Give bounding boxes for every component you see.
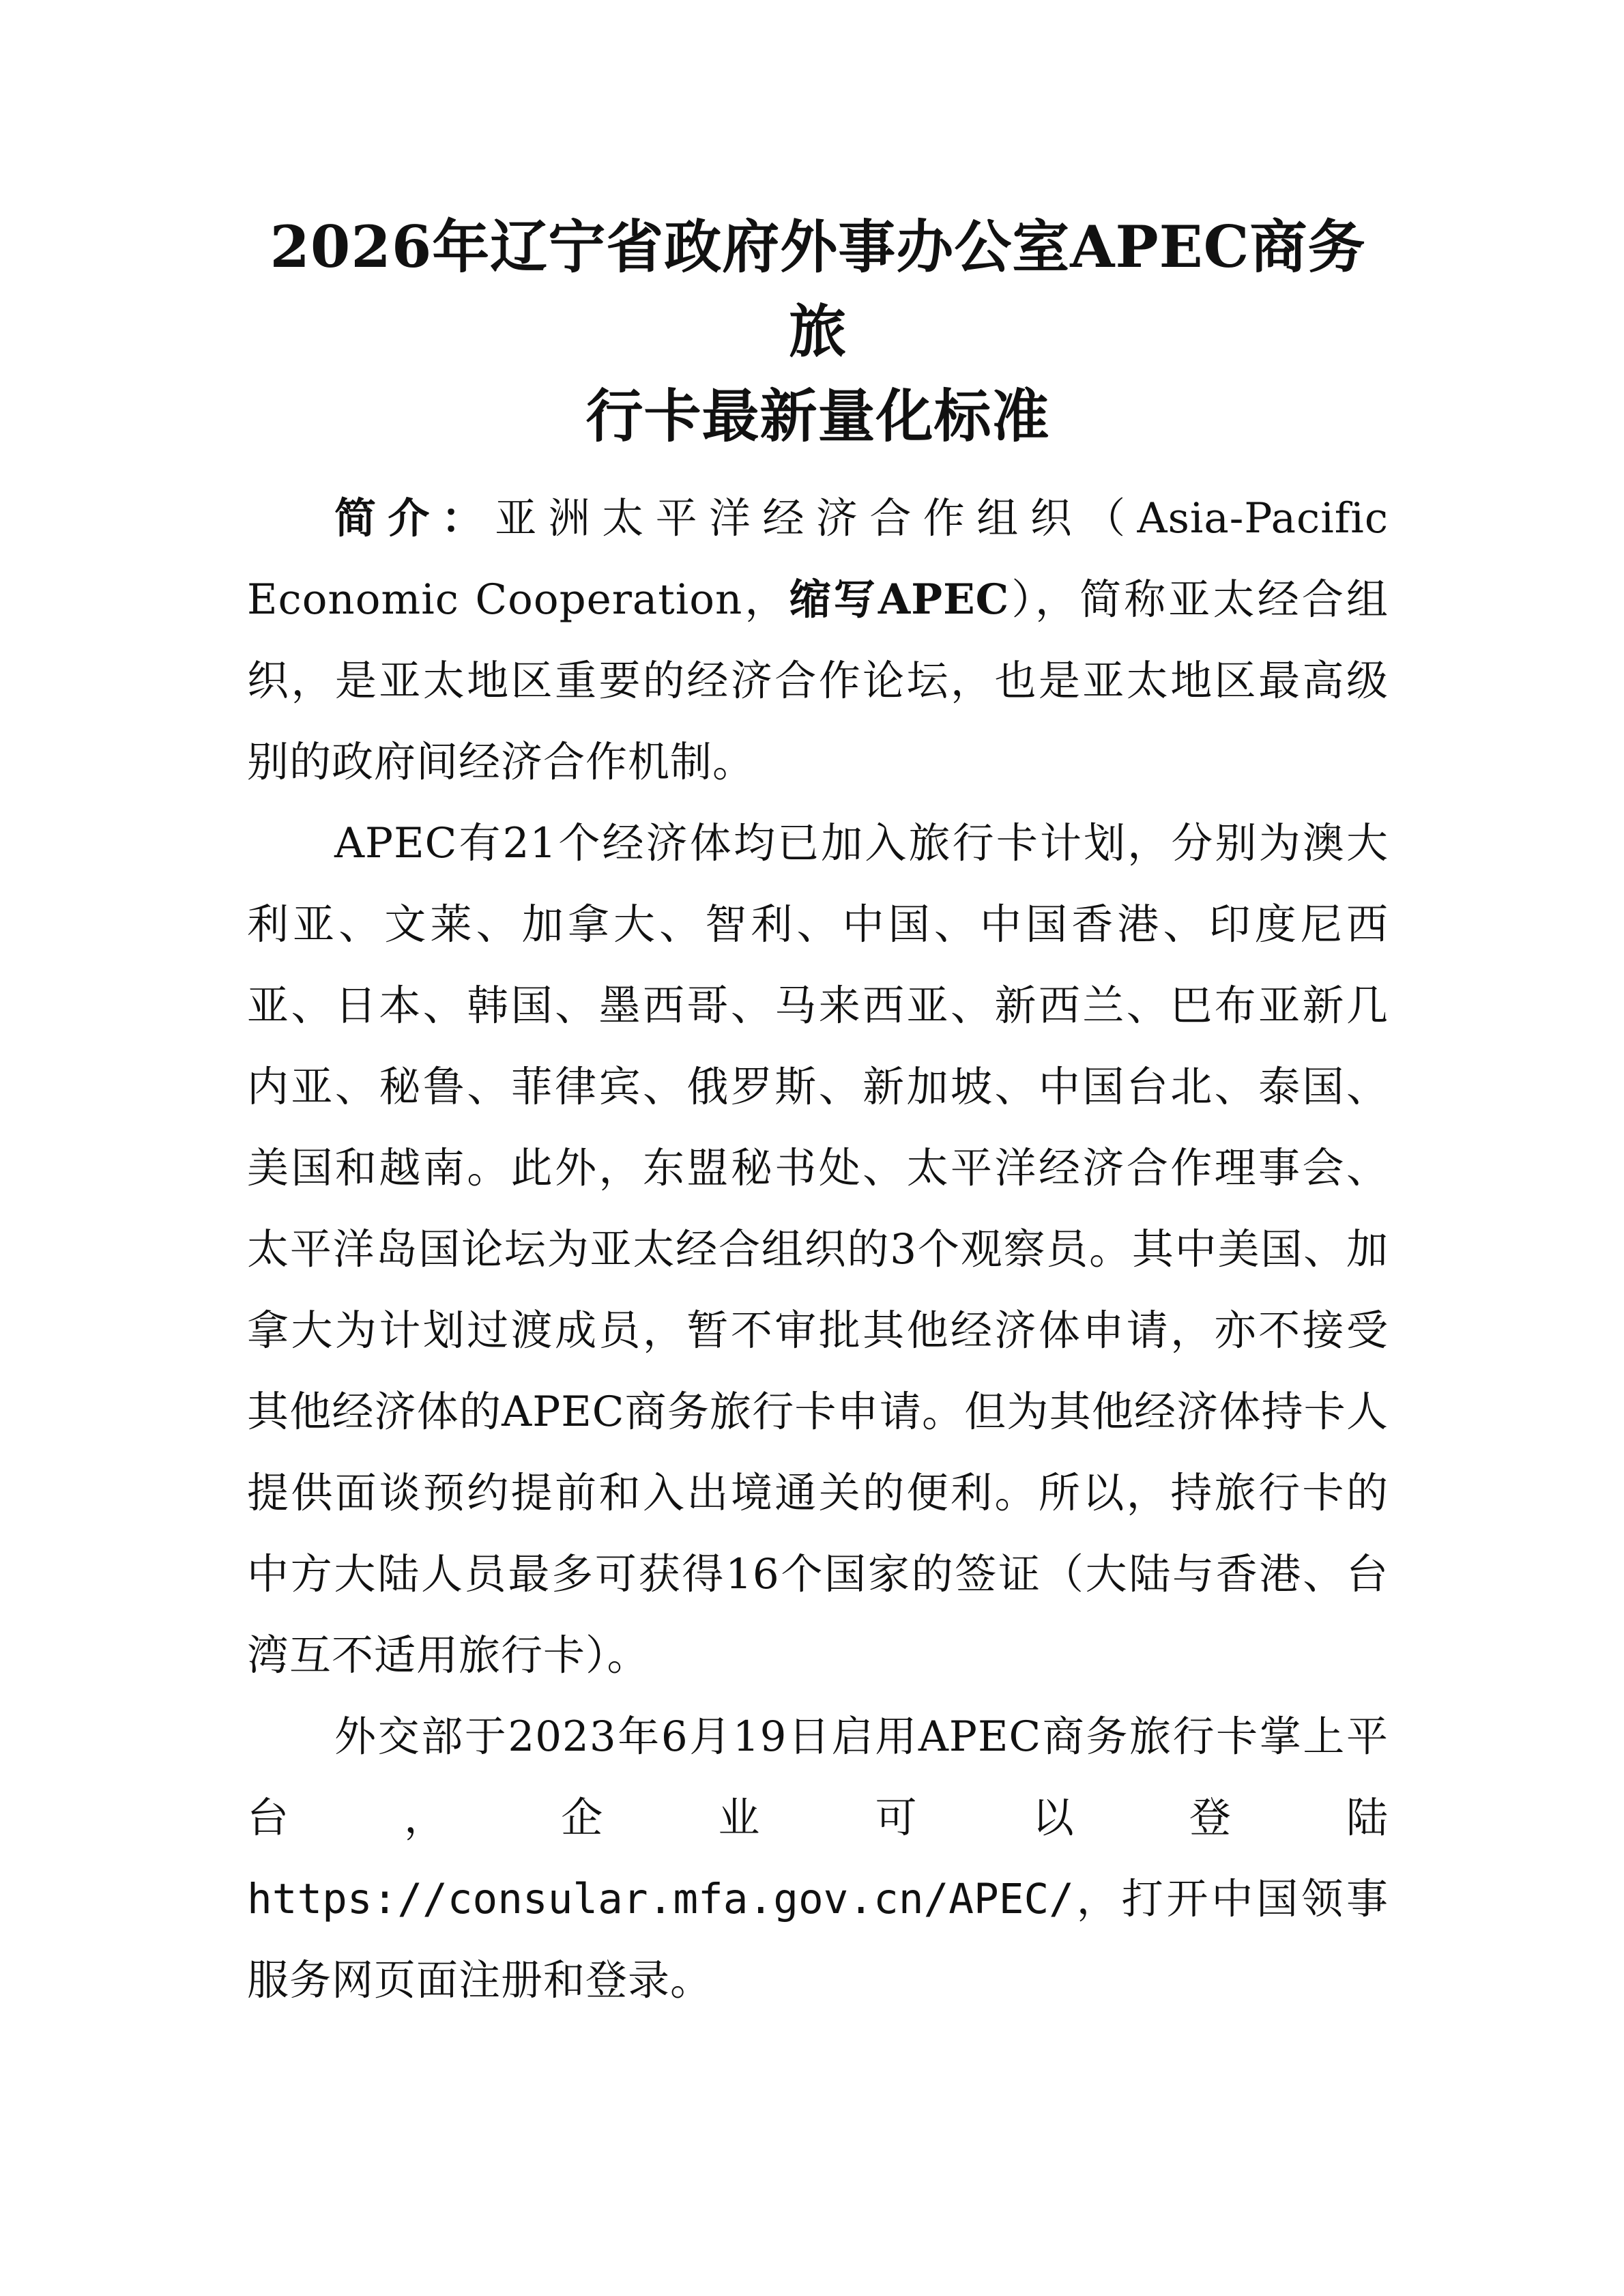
title-line-1: 2026年辽宁省政府外事办公室APEC商务旅 (270, 213, 1366, 365)
intro-text-part-1: 亚洲太平洋经济合作组织（Asia-Pacific Economic Cooperation， (247, 494, 1389, 624)
intro-label: 简介： (334, 494, 495, 543)
platform-paragraph (247, 1696, 1389, 2021)
document-title (247, 205, 1389, 459)
consular-url: https://consular.mfa.gov.cn/APEC/ (247, 1875, 1074, 1923)
platform-text-part-2: ，打开中国领事服务网页面注册和登录。 (247, 1875, 1389, 2005)
title-line-2: 行卡最新量化标准 (585, 382, 1050, 450)
platform-text-part-1: 外交部于2023年6月19日启用APEC商务旅行卡掌上平台，企业可以登陆 (247, 1712, 1389, 1842)
intro-text-part-2: ），简称亚太经合组织，是亚太地区重要的经济合作论坛，也是亚太地区最高级别的政府间经济合作机制。 (247, 575, 1389, 786)
members-paragraph: APEC有21个经济体均已加入旅行卡计划，分别为澳大利亚、文莱、加拿大、智利、中国、中国香港、印度尼西亚、日本、韩国、墨西哥、马来西亚、新西兰、巴布亚新几内亚、秘鲁、菲律宾、俄罗斯、新加坡、中国台北、泰国、美国和越南。此外，东盟秘书处、太平洋经济合作理事会、太平洋岛国论坛为亚太经合组织的3个观察员。其中美国、加拿大为计划过渡成员，暂不审批其他经济体申请，亦不接受其他经济体的APEC商务旅行卡申请。但为其他经济体持卡人提供面谈预约提前和入出境通关的便利。所以，持旅行卡的中方大陆人员最多可获得16个国家的签证（大陆与香港、台湾互不适用旅行卡）。 (247, 819, 1389, 1680)
intro-abbreviation: 缩写APEC (789, 575, 1010, 624)
intro-paragraph (247, 478, 1389, 803)
